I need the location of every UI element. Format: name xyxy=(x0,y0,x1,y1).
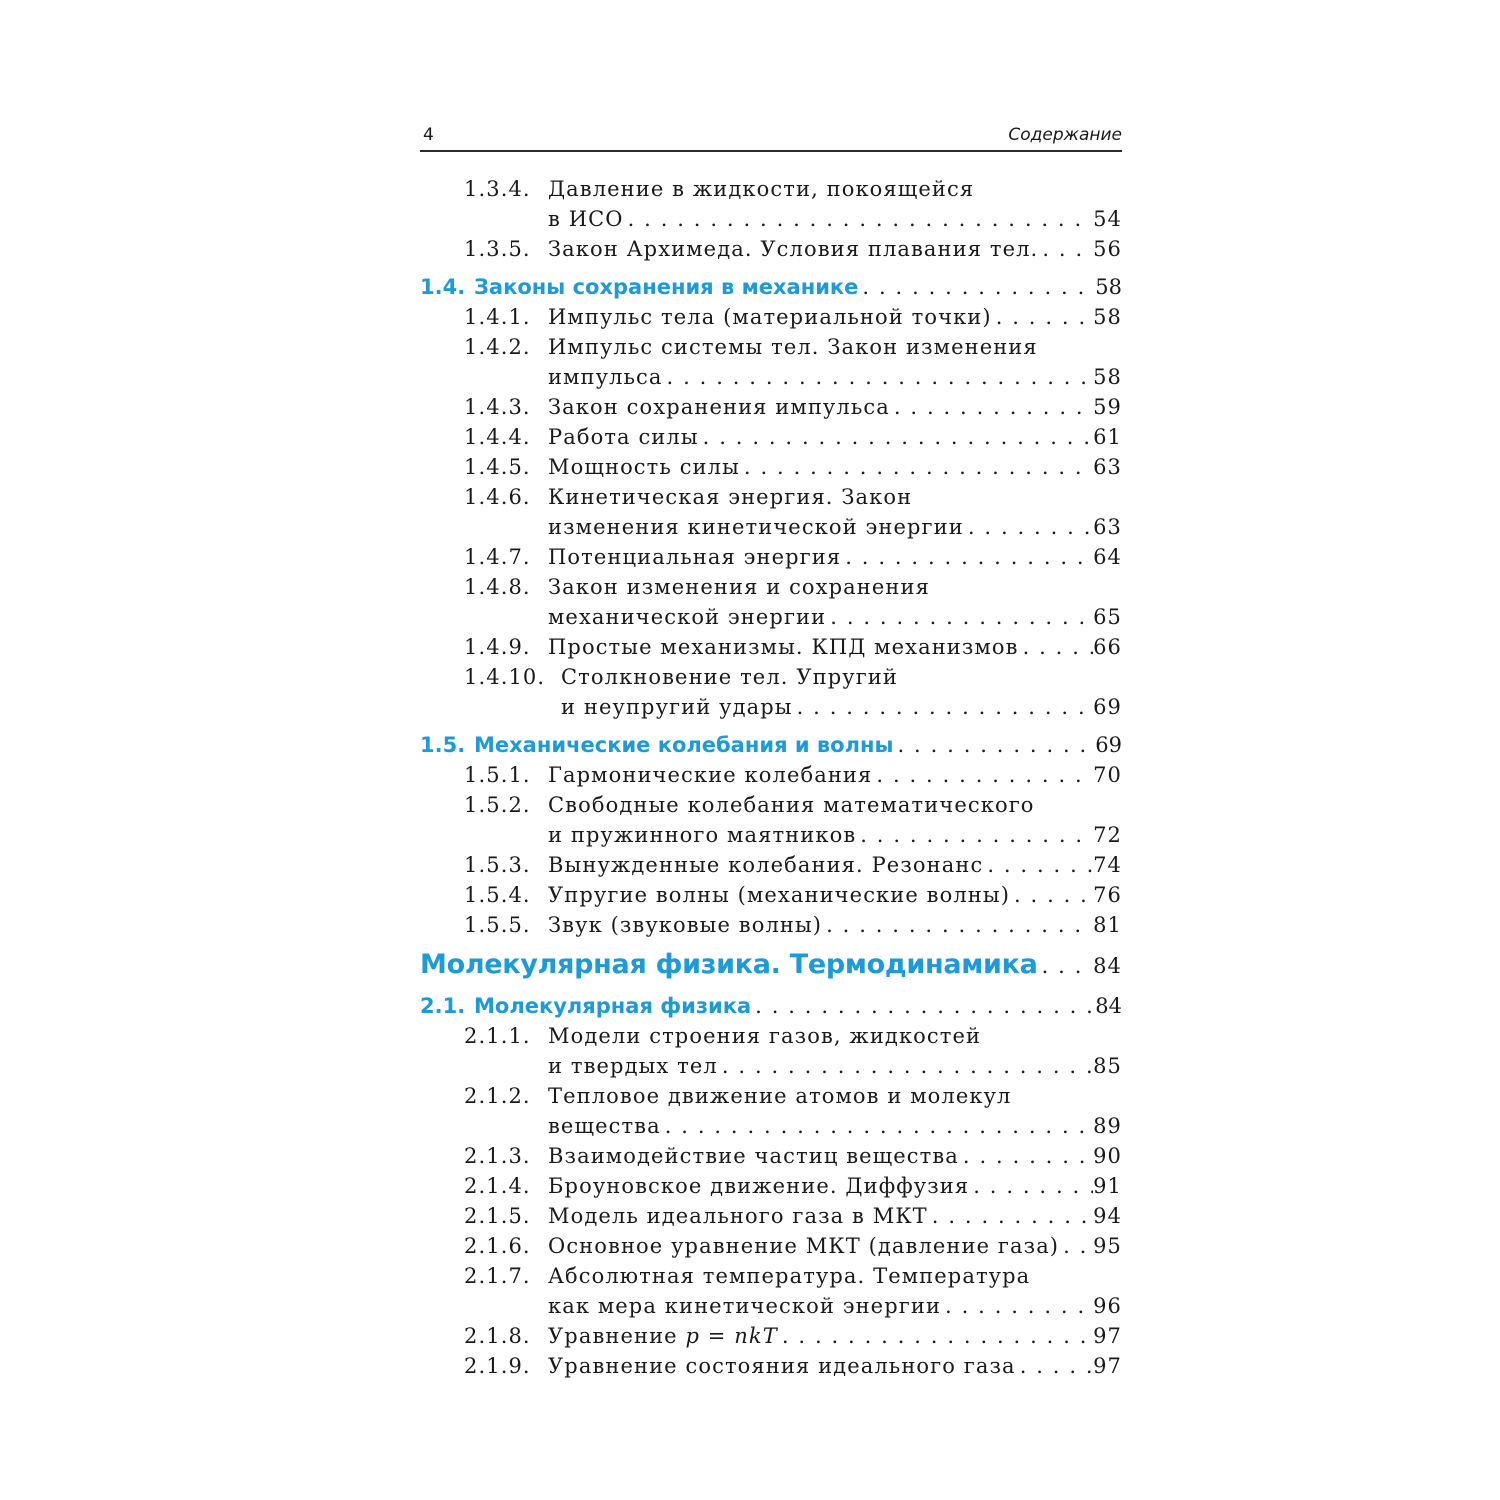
part-page: 84 xyxy=(1093,954,1122,978)
entry-title-continued: и твердых тел xyxy=(548,1054,718,1078)
dot-leader xyxy=(699,422,1093,452)
entry-title: Упругие волны (механические волны) xyxy=(548,883,1010,907)
toc-entry-1-5-2[interactable] xyxy=(420,790,1122,820)
entry-number: 2.1.4. xyxy=(464,1174,531,1198)
entry-number: 1.4.6. xyxy=(464,485,531,509)
dot-leader xyxy=(992,302,1093,332)
dot-leader xyxy=(1016,1351,1093,1381)
entry-number: 2.1.5. xyxy=(464,1204,531,1228)
entry-page: 90 xyxy=(1093,1144,1122,1168)
entry-number: 2.1.2. xyxy=(464,1084,531,1108)
section-title: Законы сохранения в механике xyxy=(474,275,859,299)
entry-page: 97 xyxy=(1093,1354,1122,1378)
entry-number: 1.4.5. xyxy=(464,455,531,479)
toc-section-2-1[interactable] xyxy=(420,991,1122,1021)
dot-leader xyxy=(856,820,1093,850)
section-title: Механические колебания и волны xyxy=(474,733,894,757)
dot-leader xyxy=(740,452,1093,482)
entry-title-continued: в ИСО xyxy=(548,207,624,231)
toc-entry-1-5-4[interactable] xyxy=(420,880,1122,910)
entry-page: 70 xyxy=(1093,763,1122,787)
dot-leader xyxy=(1038,949,1093,983)
dot-leader xyxy=(872,760,1093,790)
toc-entry-1-4-6-continued[interactable] xyxy=(420,512,1122,542)
entry-title-continued: и неупругий удары xyxy=(561,695,793,719)
dot-leader xyxy=(969,1171,1093,1201)
toc-entry-1-4-6[interactable] xyxy=(420,482,1122,512)
toc-entry-1-3-4-continued[interactable] xyxy=(420,204,1122,234)
section-page: 58 xyxy=(1095,275,1122,299)
entry-page: 89 xyxy=(1093,1114,1122,1138)
entry-page: 96 xyxy=(1093,1294,1122,1318)
dot-leader xyxy=(890,392,1093,422)
entry-page: 94 xyxy=(1093,1204,1122,1228)
entry-page: 85 xyxy=(1093,1054,1122,1078)
toc-entry-2-1-8[interactable] xyxy=(420,1321,1122,1351)
dot-leader xyxy=(718,1051,1093,1081)
entry-page: 81 xyxy=(1093,913,1122,937)
toc-entry-1-4-5[interactable] xyxy=(420,452,1122,482)
entry-page: 64 xyxy=(1093,545,1122,569)
entry-title: Давление в жидкости, покоящейся xyxy=(548,177,975,201)
entry-title-prefix: Уравнение xyxy=(548,1324,686,1348)
entry-page: 56 xyxy=(1093,237,1122,261)
entry-number: 1.5.3. xyxy=(464,853,531,877)
entry-number: 1.4.9. xyxy=(464,635,531,659)
formula: p = nkT xyxy=(685,1324,778,1348)
entry-title-continued: и пружинного маятников xyxy=(548,823,857,847)
dot-leader xyxy=(964,512,1093,542)
toc-entry-1-3-5[interactable] xyxy=(420,234,1122,264)
toc-entry-2-1-6[interactable] xyxy=(420,1231,1122,1261)
toc-entry-1-5-3[interactable] xyxy=(420,850,1122,880)
entry-number: 2.1.8. xyxy=(464,1324,531,1348)
dot-leader xyxy=(983,850,1093,880)
toc-entry-1-4-10-continued[interactable] xyxy=(420,692,1122,722)
dot-leader xyxy=(624,204,1093,234)
entry-title: Броуновское движение. Диффузия xyxy=(548,1174,970,1198)
entry-title: Закон Архимеда. Условия плавания тел. xyxy=(548,237,1039,261)
toc-entry-1-4-1[interactable] xyxy=(420,302,1122,332)
dot-leader xyxy=(822,910,1093,940)
dot-leader xyxy=(1038,234,1093,264)
entry-title: Гармонические колебания xyxy=(548,763,873,787)
entry-number: 2.1.7. xyxy=(464,1264,531,1288)
part-title: Молекулярная физика. Термодинамика xyxy=(420,949,1038,980)
entry-page: 91 xyxy=(1093,1174,1122,1198)
entry-title: Свободные колебания математического xyxy=(548,793,1035,817)
entry-number: 2.1.1. xyxy=(464,1024,531,1048)
running-header xyxy=(420,118,1122,152)
entry-number: 2.1.9. xyxy=(464,1354,531,1378)
dot-leader xyxy=(928,1201,1093,1231)
dot-leader xyxy=(793,692,1093,722)
entry-page: 72 xyxy=(1093,823,1122,847)
running-section-title: Содержание xyxy=(1008,125,1122,145)
entry-title: Вынужденные колебания. Резонанс xyxy=(548,853,984,877)
entry-page: 61 xyxy=(1093,425,1122,449)
section-page: 69 xyxy=(1095,733,1122,757)
entry-title: Закон сохранения импульса xyxy=(548,395,890,419)
toc-entry-2-1-1[interactable] xyxy=(420,1021,1122,1051)
toc-entry-2-1-3[interactable] xyxy=(420,1141,1122,1171)
toc-entry-2-1-5[interactable] xyxy=(420,1201,1122,1231)
dot-leader xyxy=(661,1111,1093,1141)
entry-page: 63 xyxy=(1093,455,1122,479)
section-page: 84 xyxy=(1095,994,1122,1018)
entry-number: 1.5.5. xyxy=(464,913,531,937)
entry-title: Звук (звуковые волны) xyxy=(548,913,823,937)
entry-number: 1.5.1. xyxy=(464,763,531,787)
toc-entry-1-4-9[interactable] xyxy=(420,632,1122,662)
section-number: 1.5. xyxy=(420,733,466,757)
entry-page: 76 xyxy=(1093,883,1122,907)
toc-entry-1-4-4[interactable] xyxy=(420,422,1122,452)
toc-entry-1-4-2-continued[interactable] xyxy=(420,362,1122,392)
toc-entry-2-1-1-continued[interactable] xyxy=(420,1051,1122,1081)
entry-title: Импульс системы тел. Закон изменения xyxy=(548,335,1038,359)
entry-title: Абсолютная температура. Температура xyxy=(548,1264,1031,1288)
entry-number: 1.4.1. xyxy=(464,305,531,329)
toc-entry-1-4-10[interactable] xyxy=(420,662,1122,692)
toc-section-1-4[interactable] xyxy=(420,272,1122,302)
dot-leader xyxy=(778,1321,1093,1351)
entry-page: 58 xyxy=(1093,305,1122,329)
toc-entry-2-1-9[interactable] xyxy=(420,1351,1122,1381)
entry-title: Уравнение состояния идеального газа xyxy=(548,1354,1016,1378)
entry-title: Модели строения газов, жидкостей xyxy=(548,1024,982,1048)
toc-entry-1-5-2-continued[interactable] xyxy=(420,820,1122,850)
entry-number: 2.1.6. xyxy=(464,1234,531,1258)
dot-leader xyxy=(751,991,1095,1021)
entry-number: 1.4.7. xyxy=(464,545,531,569)
dot-leader xyxy=(841,542,1093,572)
toc-entry-1-4-8-continued[interactable] xyxy=(420,602,1122,632)
toc-entry-1-4-2[interactable] xyxy=(420,332,1122,362)
entry-page: 95 xyxy=(1093,1234,1122,1258)
entry-page: 59 xyxy=(1093,395,1122,419)
section-number: 1.4. xyxy=(420,275,466,299)
section-title: Молекулярная физика xyxy=(474,994,752,1018)
entry-title: Основное уравнение МКТ (давление газа) xyxy=(548,1234,1060,1258)
entry-title: Простые механизмы. КПД механизмов xyxy=(548,635,1019,659)
dot-leader xyxy=(894,730,1096,760)
dot-leader xyxy=(663,362,1094,392)
toc-entry-1-4-3[interactable] xyxy=(420,392,1122,422)
toc-entry-1-3-4[interactable] xyxy=(420,174,1122,204)
entry-page: 66 xyxy=(1093,635,1122,659)
toc-entry-2-1-2-continued[interactable] xyxy=(420,1111,1122,1141)
entry-title xyxy=(548,1321,778,1351)
entry-page: 74 xyxy=(1093,853,1122,877)
entry-number: 1.3.4. xyxy=(464,177,531,201)
dot-leader xyxy=(1019,632,1094,662)
toc-entry-1-5-1[interactable] xyxy=(420,760,1122,790)
entry-title: Модель идеального газа в МКТ xyxy=(548,1204,928,1228)
entry-title-continued: вещества xyxy=(548,1114,661,1138)
entry-title: Тепловое движение атомов и молекул xyxy=(548,1084,1012,1108)
toc-section-1-5[interactable] xyxy=(420,730,1122,760)
toc-entry-2-1-2[interactable] xyxy=(420,1081,1122,1111)
toc-entry-2-1-4[interactable] xyxy=(420,1171,1122,1201)
entry-page: 63 xyxy=(1093,515,1122,539)
entry-title: Столкновение тел. Упругий xyxy=(561,665,898,689)
toc-entry-1-5-5[interactable] xyxy=(420,910,1122,940)
entry-title-continued: как мера кинетической энергии xyxy=(548,1294,942,1318)
entry-title: Импульс тела (материальной точки) xyxy=(548,305,992,329)
dot-leader xyxy=(1059,1231,1093,1261)
toc-entry-2-1-7-continued[interactable] xyxy=(420,1291,1122,1321)
table-of-contents xyxy=(420,174,1122,1381)
entry-number: 1.4.3. xyxy=(464,395,531,419)
page-number: 4 xyxy=(423,125,434,145)
toc-part-molecular-physics[interactable] xyxy=(420,948,1122,983)
entry-number: 1.4.2. xyxy=(464,335,531,359)
entry-title: Мощность силы xyxy=(548,455,740,479)
toc-entry-2-1-7[interactable] xyxy=(420,1261,1122,1291)
entry-title-continued: механической энергии xyxy=(548,605,827,629)
entry-page: 65 xyxy=(1093,605,1122,629)
entry-number: 1.3.5. xyxy=(464,237,531,261)
section-number: 2.1. xyxy=(420,994,466,1018)
entry-title: Взаимодействие частиц вещества xyxy=(548,1144,959,1168)
toc-entry-1-4-7[interactable] xyxy=(420,542,1122,572)
entry-title: Потенциальная энергия xyxy=(548,545,842,569)
dot-leader xyxy=(826,602,1093,632)
entry-number: 1.4.4. xyxy=(464,425,531,449)
entry-page: 69 xyxy=(1093,695,1122,719)
dot-leader xyxy=(959,1141,1093,1171)
entry-page: 58 xyxy=(1093,365,1122,389)
dot-leader xyxy=(1010,880,1093,910)
entry-title-continued: изменения кинетической энергии xyxy=(548,515,964,539)
entry-number: 1.4.10. xyxy=(464,665,546,689)
toc-page xyxy=(420,118,1122,1381)
entry-title: Закон изменения и сохранения xyxy=(548,575,930,599)
entry-number: 1.5.4. xyxy=(464,883,531,907)
entry-title: Работа силы xyxy=(548,425,699,449)
entry-page: 54 xyxy=(1093,207,1122,231)
dot-leader xyxy=(941,1291,1093,1321)
entry-number: 1.5.2. xyxy=(464,793,531,817)
entry-title: Кинетическая энергия. Закон xyxy=(548,485,913,509)
dot-leader xyxy=(858,272,1095,302)
entry-number: 1.4.8. xyxy=(464,575,531,599)
entry-title-continued: импульса xyxy=(548,365,663,389)
entry-page: 97 xyxy=(1093,1324,1122,1348)
entry-number: 2.1.3. xyxy=(464,1144,531,1168)
toc-entry-1-4-8[interactable] xyxy=(420,572,1122,602)
